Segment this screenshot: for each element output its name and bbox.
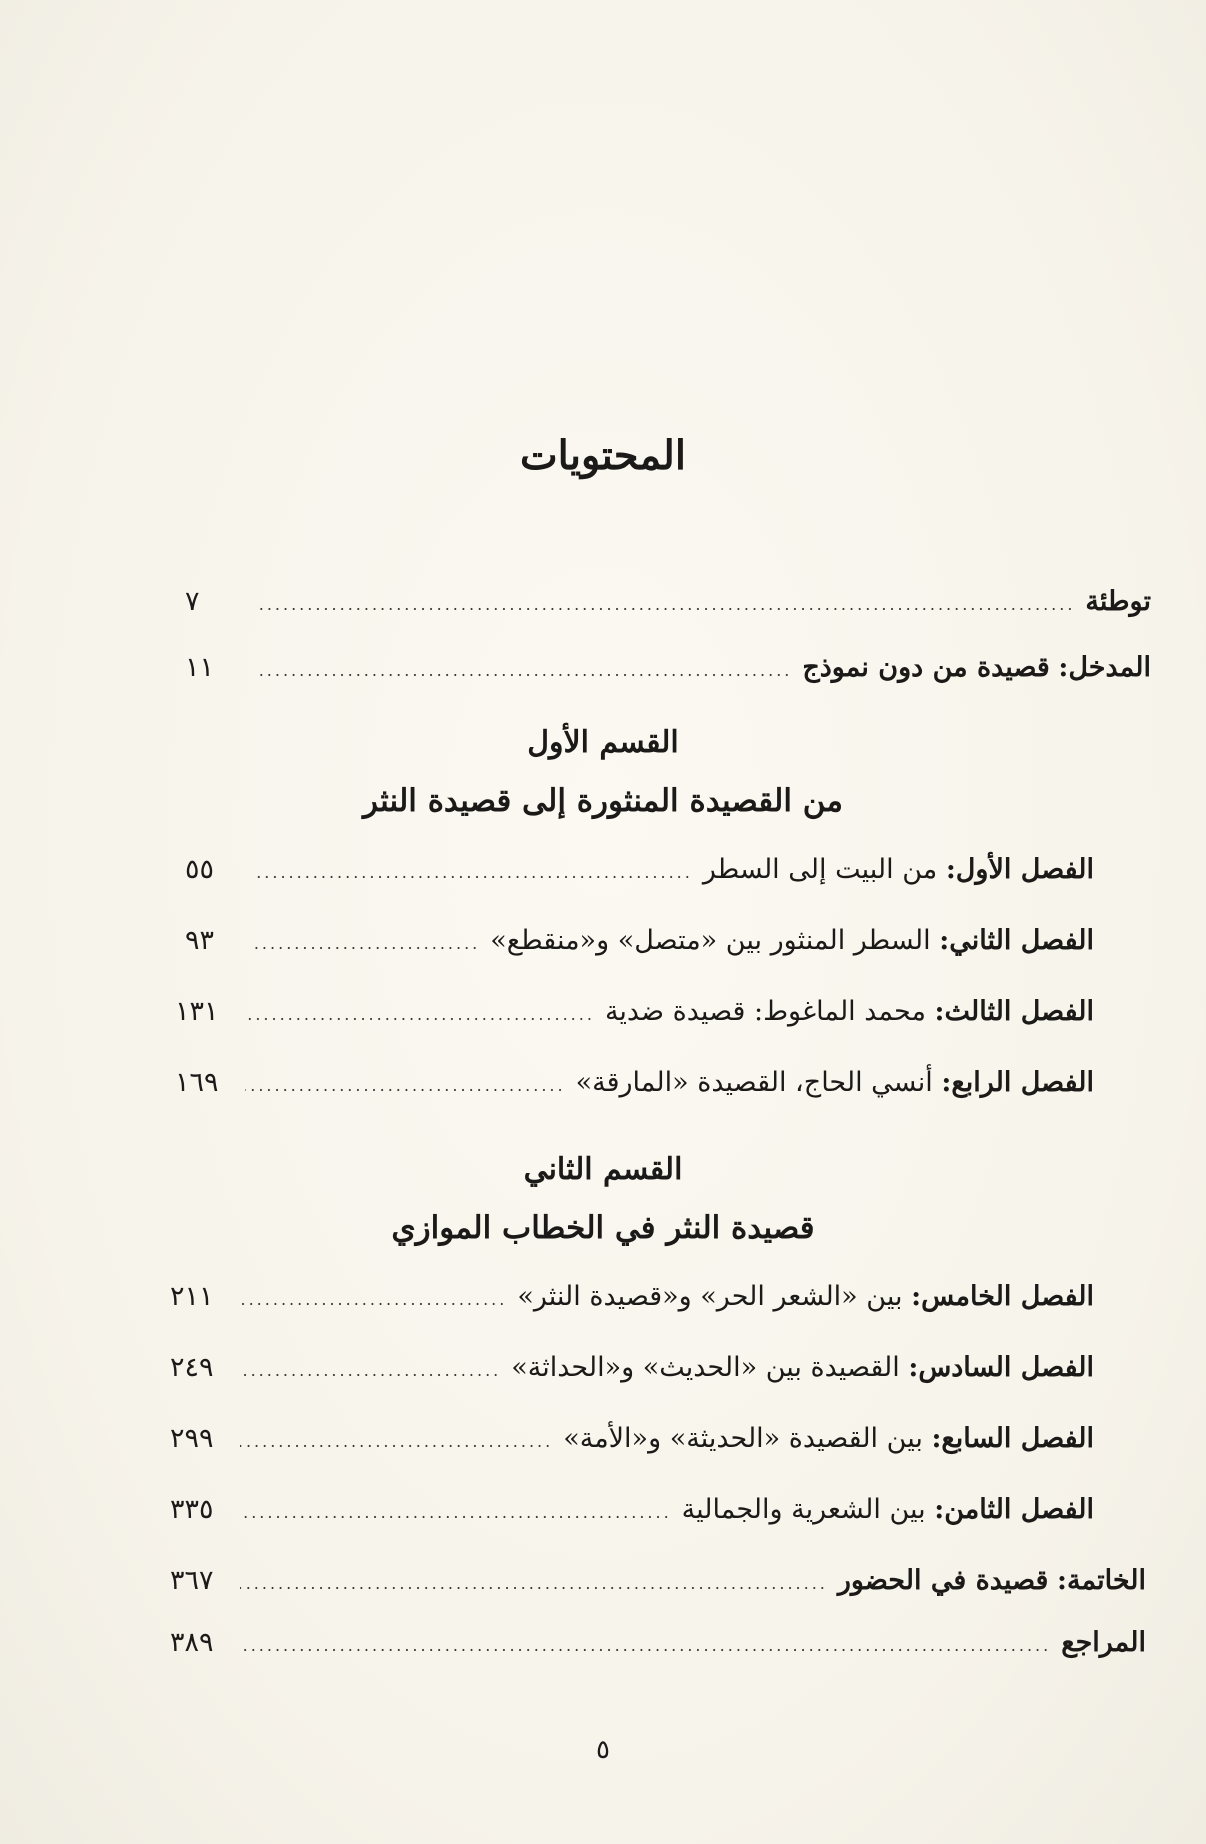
section1-heading: القسم الأول <box>527 725 679 760</box>
toc-entry-label: الخاتمة: <box>1057 1565 1146 1596</box>
toc-entry-label: المراجع <box>1061 1627 1146 1658</box>
toc-page-number: ٥٥ <box>185 854 215 885</box>
toc-entry-chapter-6 <box>170 1348 1094 1388</box>
toc-entry-chapter-1 <box>185 850 1094 890</box>
toc-entry-subtitle: بين الشعرية والجمالية <box>681 1494 926 1525</box>
dot-leader <box>245 1066 566 1106</box>
toc-entry-label: الفصل الأول: <box>945 854 1094 885</box>
dot-leader <box>240 1422 553 1462</box>
toc-page-number: ٣٦٧ <box>170 1565 214 1596</box>
toc-page-number: ١٦٩ <box>175 1067 219 1098</box>
toc-entry-chapter-7 <box>170 1419 1094 1459</box>
toc-entry-label: الفصل الخامس: <box>911 1281 1094 1312</box>
section1-subheading: من القصيدة المنثورة إلى قصيدة النثر <box>363 783 843 819</box>
section2-subheading: قصيدة النثر في الخطاب الموازي <box>391 1210 815 1246</box>
section2-heading: القسم الثاني <box>523 1152 683 1187</box>
toc-page-number: ١١ <box>185 652 215 683</box>
toc-entry-tawtia <box>185 582 1151 622</box>
toc-entry-label: الفصل السادس: <box>908 1352 1094 1383</box>
page-number: ٥ <box>596 1735 610 1765</box>
toc-page-number: ٢٩٩ <box>170 1423 214 1454</box>
dot-leader <box>255 853 693 893</box>
toc-entry-label: الفصل الرابع: <box>941 1067 1094 1098</box>
toc-entry-subtitle: أنسي الحاج، القصيدة «المارقة» <box>575 1067 933 1098</box>
toc-entry-label: الفصل الثالث: <box>934 996 1094 1027</box>
toc-page-number: ٧ <box>185 586 200 617</box>
dot-leader <box>255 924 480 964</box>
toc-entry-khatima <box>170 1561 1146 1601</box>
toc-entry-label: توطئة <box>1085 586 1151 617</box>
dot-leader <box>255 585 1075 625</box>
toc-entry-subtitle: القصيدة بين «الحديث» و«الحداثة» <box>511 1352 900 1383</box>
toc-page-number: ٢١١ <box>170 1281 214 1312</box>
toc-entry-subtitle: بين «الشعر الحر» و«قصيدة النثر» <box>517 1281 903 1312</box>
toc-entry-label: الفصل السابع: <box>931 1423 1094 1454</box>
dot-leader <box>240 1351 501 1391</box>
toc-page-number: ١٣١ <box>175 996 219 1027</box>
dot-leader <box>240 1564 828 1604</box>
toc-entry-label: المدخل: <box>1058 652 1151 683</box>
toc-entry-subtitle: قصيدة في الحضور <box>837 1565 1049 1596</box>
toc-entry-label: الفصل الثاني: <box>939 925 1094 956</box>
dot-leader <box>245 995 595 1035</box>
toc-entry-subtitle: بين القصيدة «الحديثة» و«الأمة» <box>563 1423 923 1454</box>
toc-page-number: ٢٤٩ <box>170 1352 214 1383</box>
toc-page-number: ٣٨٩ <box>170 1627 214 1658</box>
toc-entry-chapter-3 <box>175 992 1094 1032</box>
toc-entry-subtitle: محمد الماغوط: قصيدة ضدية <box>604 996 926 1027</box>
dot-leader <box>240 1493 672 1533</box>
toc-page-number: ٣٣٥ <box>170 1494 214 1525</box>
toc-entry-subtitle: قصيدة من دون نموذج <box>802 652 1050 683</box>
dot-leader <box>240 1280 507 1320</box>
toc-entry-chapter-4 <box>175 1063 1094 1103</box>
toc-entry-subtitle: من البيت إلى السطر <box>702 854 938 885</box>
toc-entry-chapter-8 <box>170 1490 1094 1530</box>
toc-entry-subtitle: السطر المنثور بين «متصل» و«منقطع» <box>490 925 931 956</box>
dot-leader <box>255 651 792 691</box>
dot-leader <box>240 1626 1051 1666</box>
toc-entry-madkhal <box>185 648 1151 688</box>
toc-entry-marajie <box>170 1623 1146 1663</box>
toc-entry-chapter-5 <box>170 1277 1094 1317</box>
page-title: المحتويات <box>520 432 686 479</box>
toc-entry-label: الفصل الثامن: <box>934 1494 1094 1525</box>
toc-page-number: ٩٣ <box>185 925 215 956</box>
toc-entry-chapter-2 <box>185 921 1094 961</box>
